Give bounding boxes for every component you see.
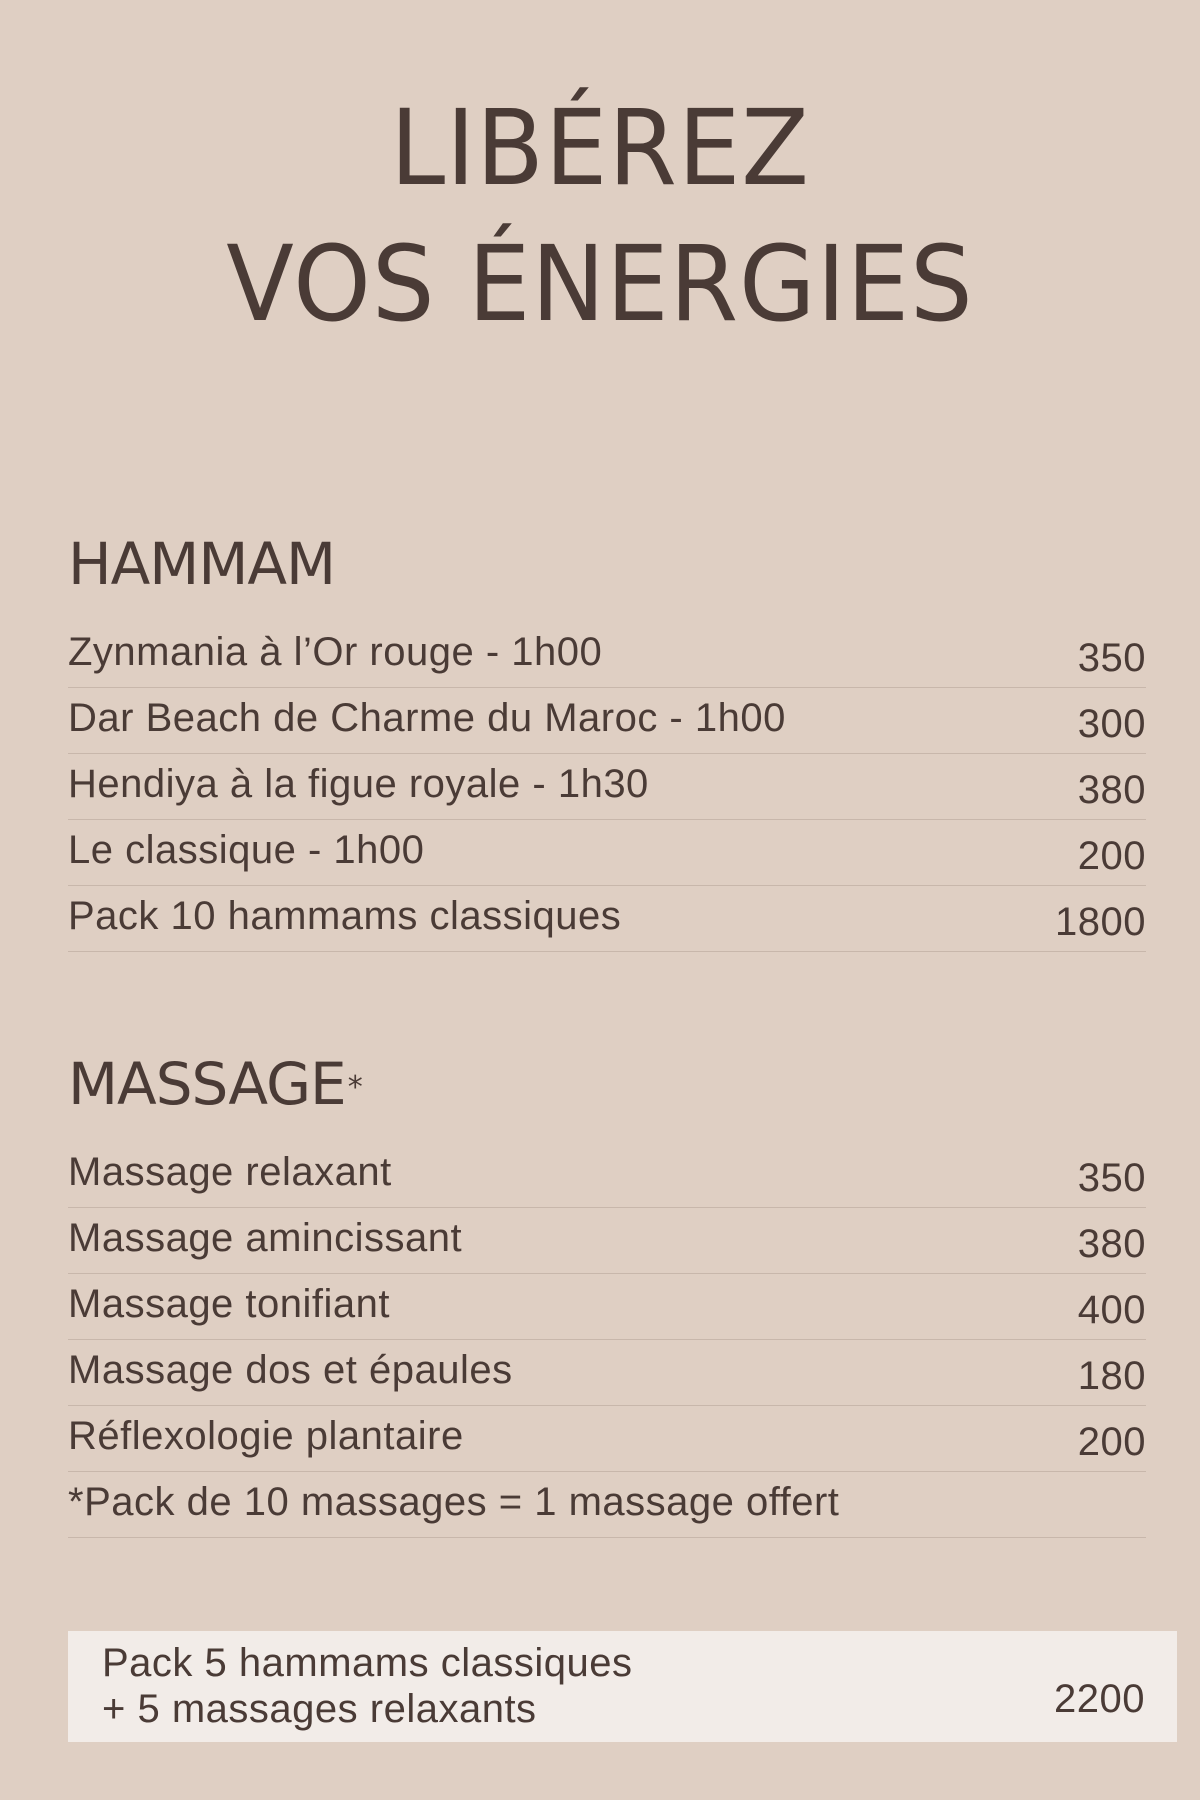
massage-heading-text: MASSAGE: [68, 1050, 346, 1118]
note-text: *Pack de 10 massages = 1 massage offert: [68, 1480, 840, 1524]
list-item: [68, 886, 1146, 952]
item-price: 1800: [1055, 900, 1146, 944]
item-price: 350: [1077, 1156, 1146, 1200]
list-item: [68, 688, 1146, 754]
item-price: 380: [1077, 768, 1146, 812]
list-item: [68, 622, 1146, 688]
combo-line-1: Pack 5 hammams classiques: [102, 1641, 633, 1685]
list-item: [68, 1274, 1146, 1340]
item-name: Dar Beach de Charme du Maroc - 1h00: [68, 696, 786, 740]
list-item: [68, 754, 1146, 820]
item-name: Pack 10 hammams classiques: [68, 894, 622, 938]
item-price: 300: [1077, 702, 1146, 746]
item-name: Massage amincissant: [68, 1216, 463, 1260]
item-name: Réflexologie plantaire: [68, 1414, 464, 1458]
list-item: [68, 1208, 1146, 1274]
item-name: Massage tonifiant: [68, 1282, 391, 1326]
massage-section: [68, 1050, 1146, 1538]
item-price: 180: [1077, 1354, 1146, 1398]
item-price: 350: [1077, 636, 1146, 680]
item-name: Le classique - 1h00: [68, 828, 425, 872]
item-price: 200: [1077, 834, 1146, 878]
hammam-section: [68, 530, 1146, 952]
massage-note: [68, 1472, 1146, 1538]
massage-heading: [68, 1050, 1146, 1118]
massage-list: [68, 1142, 1146, 1538]
combo-price: 2200: [1054, 1677, 1145, 1721]
item-name: Massage dos et épaules: [68, 1348, 513, 1392]
title-line-1: LIBÉREZ: [390, 87, 810, 209]
item-price: 380: [1077, 1222, 1146, 1266]
item-name: Zynmania à l’Or rouge - 1h00: [68, 630, 603, 674]
combo-line-2: + 5 massages relaxants: [102, 1687, 537, 1731]
page-title: [0, 80, 1200, 352]
list-item: [68, 1340, 1146, 1406]
list-item: [68, 1406, 1146, 1472]
list-item: [68, 1142, 1146, 1208]
hammam-heading: HAMMAM: [68, 530, 336, 598]
item-price: 200: [1077, 1420, 1146, 1464]
title-line-2: VOS ÉNERGIES: [226, 223, 974, 345]
item-name: Hendiya à la figue royale - 1h30: [68, 762, 649, 806]
item-name: Massage relaxant: [68, 1150, 392, 1194]
item-price: 400: [1077, 1288, 1146, 1332]
list-item: [68, 820, 1146, 886]
combo-offer-box: [68, 1631, 1177, 1742]
hammam-list: [68, 622, 1146, 952]
massage-heading-mark: *: [347, 1070, 362, 1105]
